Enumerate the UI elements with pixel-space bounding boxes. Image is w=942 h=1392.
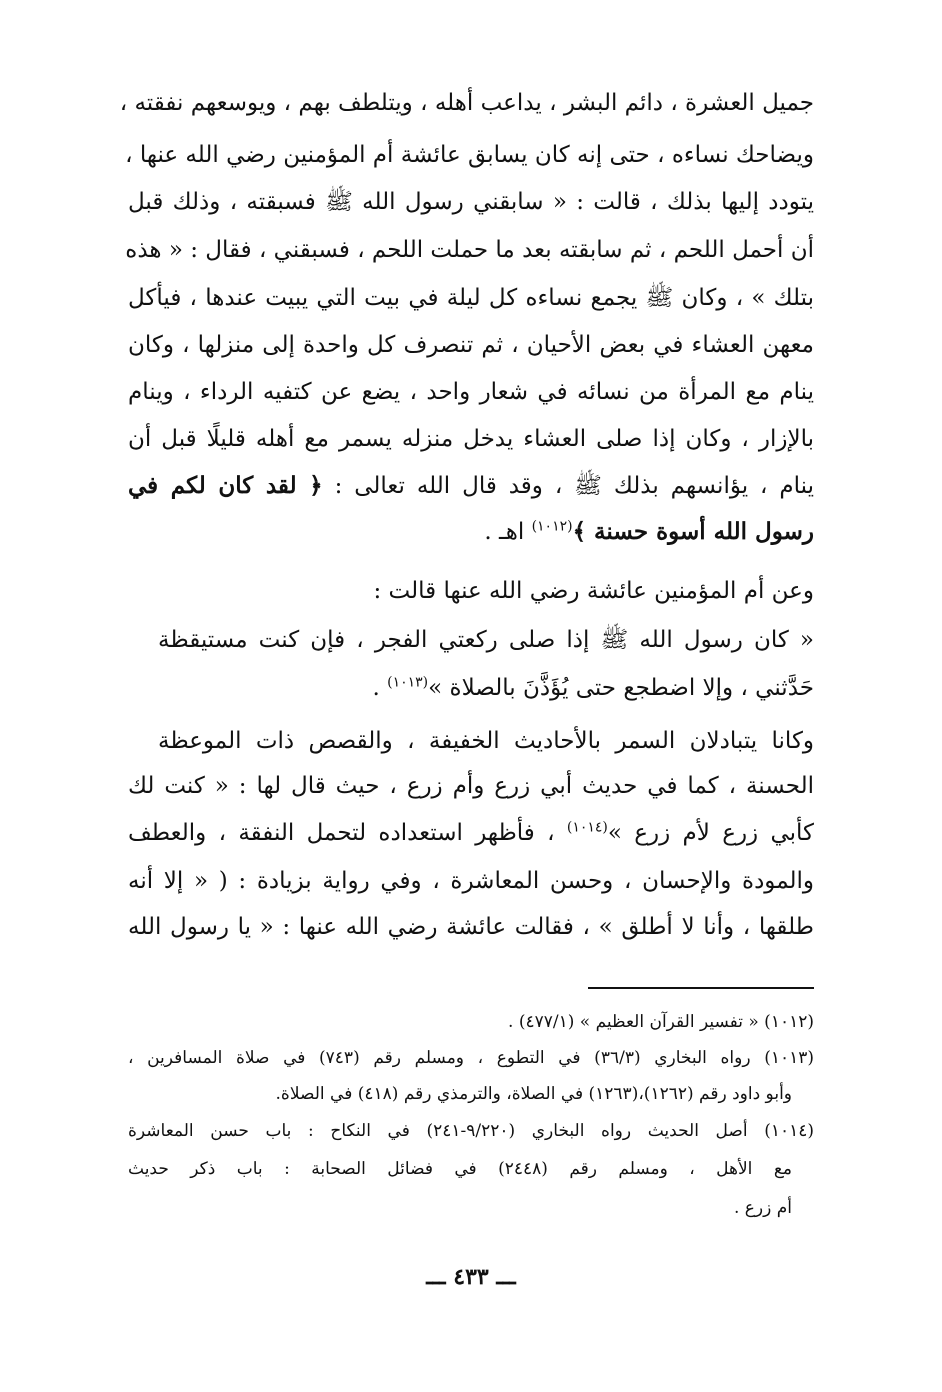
footnote-ref-1012: (١٠١٢) xyxy=(531,518,573,535)
footnote-1014-line-3: أم زرع . xyxy=(733,1198,792,1218)
quran-quote-end: رسول الله أسوة حسنة ﴾ xyxy=(572,518,814,545)
body-line-1: جميل العشرة ، دائم البشر ، يداعب أهله ، ويتلطف بهم ، ويوسعهم نفقته ، xyxy=(119,90,814,116)
quran-quote-start: ﴿ لقد كان لكم في xyxy=(128,472,323,499)
hadith-line-1: « كان رسول الله ﷺ إذا صلى ركعتي الفجر ، فإن كنت مستيقظة xyxy=(158,627,814,653)
body-line-15: الحسنة ، كما في حديث أبي زرع وأم زرع ، حيث قال لها : « كنت لك xyxy=(128,773,814,799)
body-line-14: وكانا يتبادلان السمر بالأحاديث الخفيفة ، والقصص ذات الموعظة xyxy=(158,728,814,754)
body-line-6: معهن العشاء في بعض الأحيان ، ثم تنصرف كل واحدة إلى منزلها ، وكان xyxy=(128,332,814,358)
footnote-ref-1013: (١٠١٣) xyxy=(387,674,429,691)
footnote-1012: (١٠١٢) « تفسير القرآن العظيم » (٤٧٧/١) . xyxy=(508,1012,814,1032)
paragraph-heading-aisha: وعن أم المؤمنين عائشة رضي الله عنها قالت : xyxy=(373,578,814,604)
body-line-7: ينام مع المرأة من نسائه في شعار واحد ، يضع عن كتفيه الرداء ، وينام xyxy=(128,379,814,405)
body-line-9 xyxy=(128,471,814,501)
page-number: ـــ ٤٣٣ ـــ xyxy=(426,1264,516,1290)
body-line-8: بالإزار ، وكان إذا صلى العشاء يدخل منزله يسمر مع أهله قليلًا قبل أن xyxy=(128,426,814,452)
body-line-5: بتلك » ، وكان ﷺ يجمع نساءه كل ليلة في بيت التي يبيت عندها ، فيأكل xyxy=(128,285,814,311)
footnote-1013-line-1: (١٠١٣) رواه البخاري (٣٦/٣) في التطوع ، ومسلم رقم (٧٤٣) في صلاة المسافرين ، xyxy=(128,1048,815,1068)
body-line-18: طلقها ، وأنا لا أطلق » ، فقالت عائشة رضي الله عنها : « يا رسول الله xyxy=(128,914,814,940)
body-line-2: ويضاحك نساءه ، حتى إنه كان يسابق عائشة أم المؤمنين رضي الله عنها ، xyxy=(125,142,814,168)
hadith-line-2-end: . xyxy=(372,675,388,701)
footnote-1013-line-2: وأبو داود رقم (١٢٦٢)،(١٢٦٣) في الصلاة، والترمذي رقم (٤١٨) في الصلاة. xyxy=(275,1084,792,1104)
body-line-10-text: اهـ . xyxy=(484,519,532,545)
hadith-line-2 xyxy=(128,673,814,703)
body-line-3: يتودد إليها بذلك ، قالت : « سابقني رسول الله ﷺ فسبقته ، وذلك قبل xyxy=(128,189,814,215)
body-line-16-end: ، فأظهر استعداده لتحمل النفقة ، والعطف xyxy=(128,820,567,846)
body-line-16 xyxy=(128,818,814,848)
body-line-10 xyxy=(128,517,814,547)
footnote-ref-1014: (١٠١٤) xyxy=(566,819,608,836)
footnote-separator xyxy=(588,987,814,989)
body-line-4: أن أحمل اللحم ، ثم سابقته بعد ما حملت اللحم ، فسبقني ، فقال : « هذه xyxy=(125,237,814,263)
footnote-1014-line-1: (١٠١٤) أصل الحديث رواه البخاري (٩/٢٢٠-٢٤١) في النكاح : باب حسن المعاشرة xyxy=(128,1121,814,1141)
body-line-9-text: ينام ، يؤانسهم بذلك ﷺ ، وقد قال الله تعالى : xyxy=(322,473,814,499)
footnote-1014-line-2: مع الأهل ، ومسلم رقم (٢٤٤٨) في فضائل الصحابة : باب ذكر حديث xyxy=(128,1159,792,1179)
body-line-16-text: كأبي زرع لأم زرع » xyxy=(607,820,815,846)
body-line-17: والمودة والإحسان ، وحسن المعاشرة ، وفي رواية بزيادة : ( « إلا أنه xyxy=(128,868,814,894)
hadith-line-2-text: حَدَّثني ، وإلا اضطجع حتى يُؤَذَّنَ بالصلاة » xyxy=(428,675,814,701)
